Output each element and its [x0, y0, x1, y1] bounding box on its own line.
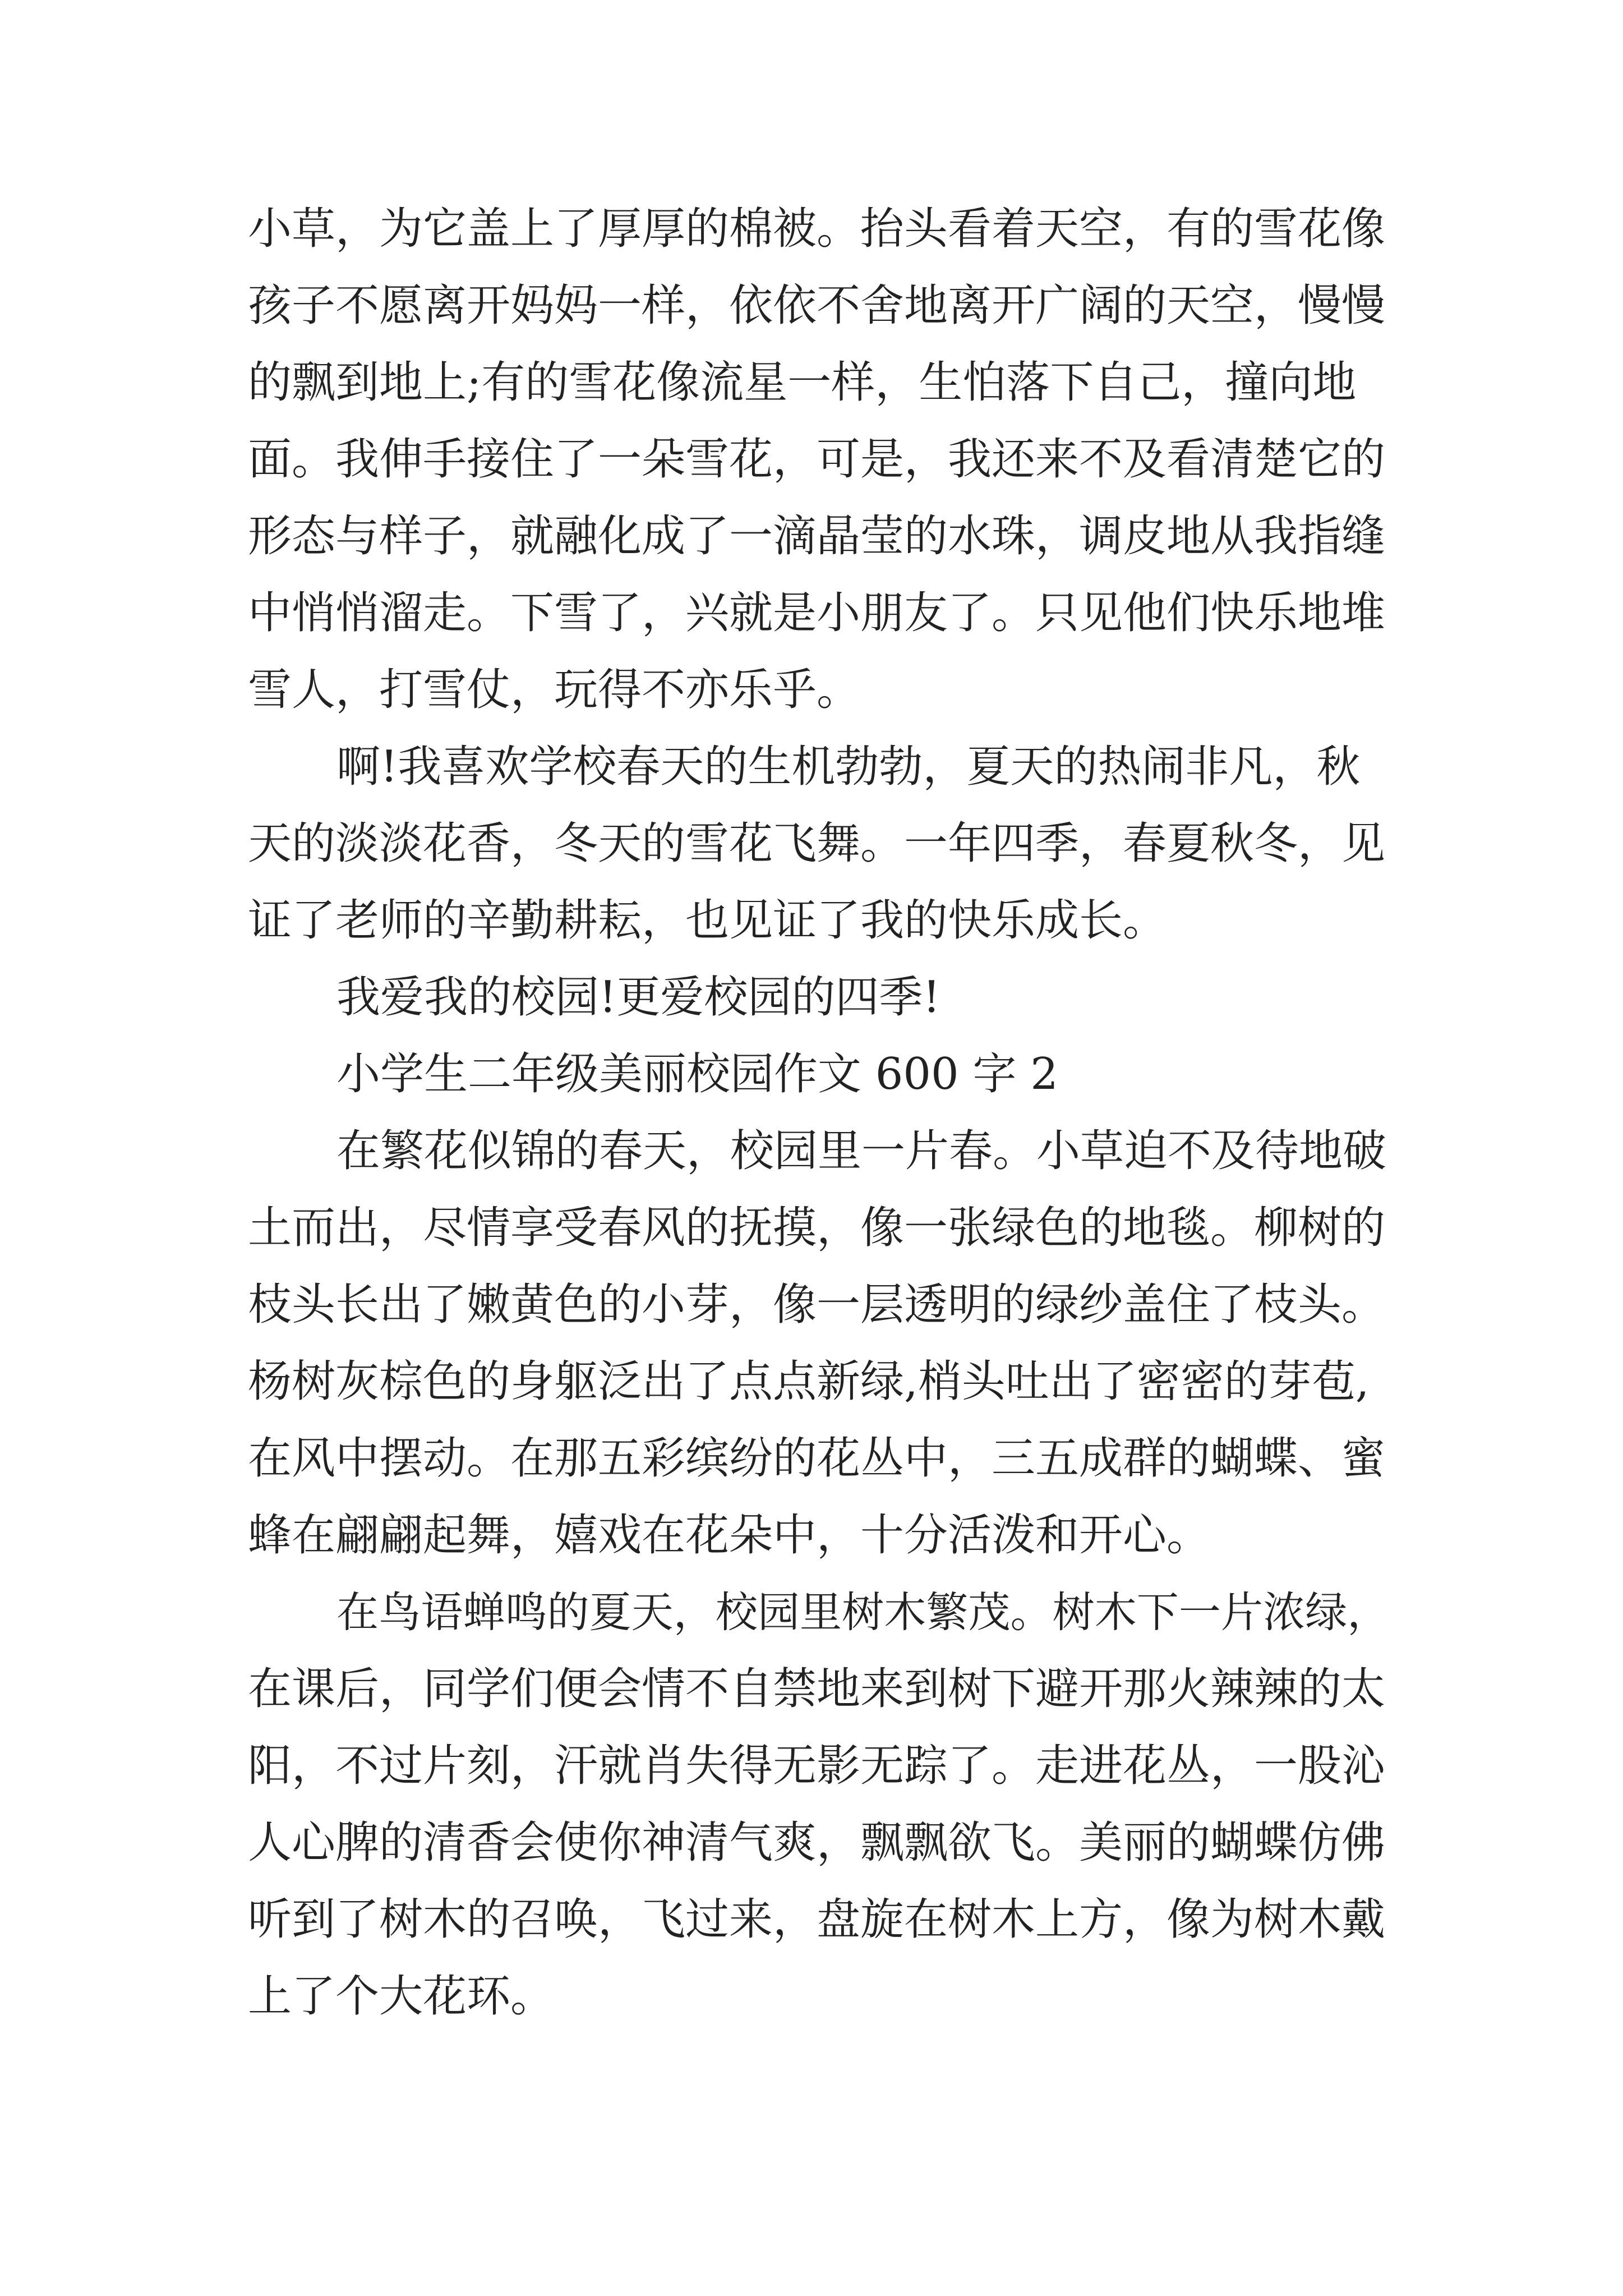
text-line: 听到了树木的召唤，飞过来，盘旋在树木上方，像为树木戴: [248, 1894, 1386, 1945]
text-line: 面。我伸手接住了一朵雪花，可是，我还来不及看清楚它的: [248, 434, 1386, 485]
text-line: 中悄悄溜走。下雪了，兴就是小朋友了。只见他们快乐地堆: [248, 588, 1386, 638]
text-line: 蜂在翩翩起舞，嬉戏在花朵中，十分活泼和开心。: [248, 1510, 1211, 1561]
text-line: 雪人，打雪仗，玩得不亦乐乎。: [248, 665, 861, 715]
text-line: 人心脾的清香会使你神清气爽，飘飘欲飞。美丽的蝴蝶仿佛: [248, 1818, 1386, 1868]
text-line: 在课后，同学们便会情不自禁地来到树下避开那火辣辣的太: [248, 1664, 1386, 1714]
text-line: 上了个大花环。: [248, 1971, 555, 2022]
text-line: 天的淡淡花香，冬天的雪花飞舞。一年四季，春夏秋冬，见: [248, 818, 1386, 869]
paragraph-first-line: 我爱我的校园!更爱校园的四季!: [336, 972, 940, 1023]
section-heading: 小学生二年级美丽校园作文 600 字 2: [336, 1049, 1058, 1099]
text-line: 杨树灰棕色的身躯泛出了点点新绿,梢头吐出了密密的芽苞,: [248, 1356, 1370, 1407]
text-line: 形态与样子，就融化成了一滴晶莹的水珠，调皮地从我指缝: [248, 511, 1386, 562]
paragraph-first-line: 在鸟语蝉鸣的夏天，校园里树木繁茂。树木下一片浓绿，: [336, 1588, 1390, 1637]
text-line: 枝头长出了嫩黄色的小芽，像一层透明的绿纱盖住了枝头。: [248, 1280, 1386, 1330]
paragraph-first-line: 啊!我喜欢学校春天的生机勃勃，夏天的热闹非凡，秋: [336, 742, 1361, 792]
text-line: 阳，不过片刻，汗就肖失得无影无踪了。走进花丛，一股沁: [248, 1741, 1386, 1791]
text-line: 证了老师的辛勤耕耘，也见证了我的快乐成长。: [248, 895, 1167, 946]
text-line: 小草，为它盖上了厚厚的棉被。抬头看着天空，有的雪花像: [248, 204, 1386, 254]
paragraph-first-line: 在繁花似锦的春天，校园里一片春。小草迫不及待地破: [336, 1126, 1387, 1176]
essay-body: [248, 191, 1392, 2035]
text-line: 土而出，尽情享受春风的抚摸，像一张绿色的地毯。柳树的: [248, 1203, 1386, 1253]
text-line: 在风中摆动。在那五彩缤纷的花丛中，三五成群的蝴蝶、蜜: [248, 1433, 1386, 1484]
text-line: 的飘到地上;有的雪花像流星一样，生怕落下自己，撞向地: [248, 357, 1357, 408]
text-line: 孩子不愿离开妈妈一样，依依不舍地离开广阔的天空，慢慢: [248, 280, 1386, 331]
